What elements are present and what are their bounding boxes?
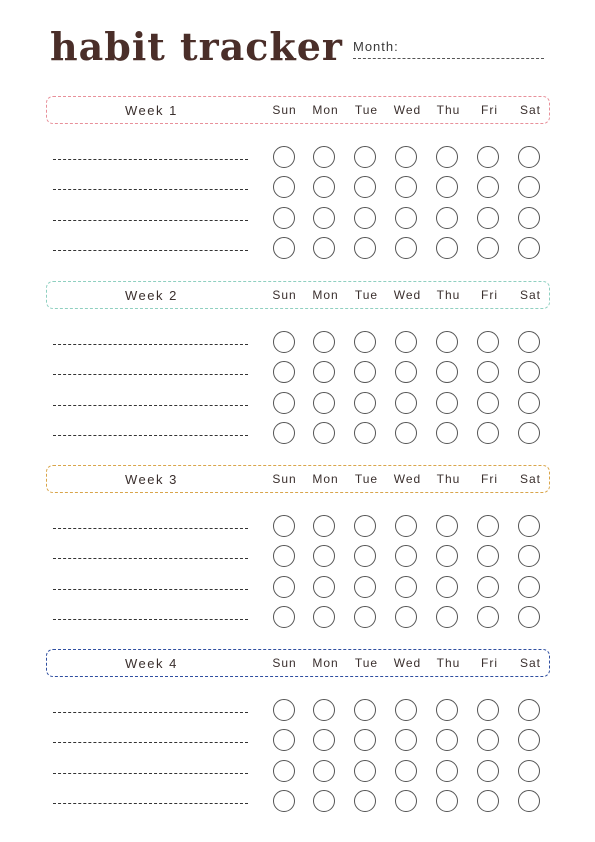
- habit-checkbox[interactable]: [518, 545, 540, 567]
- habit-checkbox[interactable]: [436, 545, 458, 567]
- habit-checkbox[interactable]: [313, 606, 335, 628]
- day-header: Tue: [354, 656, 379, 670]
- habit-checkbox[interactable]: [477, 207, 499, 229]
- habit-name-field[interactable]: [53, 344, 248, 345]
- habit-checkbox[interactable]: [395, 331, 417, 353]
- habit-checkbox[interactable]: [518, 606, 540, 628]
- habit-checkbox[interactable]: [354, 146, 376, 168]
- habit-name-field[interactable]: [53, 803, 248, 804]
- habit-checkbox[interactable]: [395, 699, 417, 721]
- habit-checkbox[interactable]: [436, 146, 458, 168]
- habit-checkbox[interactable]: [354, 207, 376, 229]
- habit-checkbox[interactable]: [354, 790, 376, 812]
- habit-row: [46, 760, 550, 786]
- habit-checkbox[interactable]: [395, 422, 417, 444]
- habit-checkbox[interactable]: [313, 760, 335, 782]
- day-header: Wed: [393, 288, 422, 302]
- habit-checkbox[interactable]: [273, 606, 295, 628]
- habit-checkbox[interactable]: [313, 237, 335, 259]
- habit-checkbox[interactable]: [354, 237, 376, 259]
- habit-row: [46, 576, 550, 602]
- day-header: Sun: [272, 472, 297, 486]
- day-header: Sat: [519, 472, 541, 486]
- habit-checkbox[interactable]: [273, 361, 295, 383]
- habit-checkbox[interactable]: [395, 576, 417, 598]
- habit-checkbox[interactable]: [354, 392, 376, 414]
- habit-checkbox[interactable]: [395, 790, 417, 812]
- habit-checkbox[interactable]: [354, 606, 376, 628]
- habit-checkbox[interactable]: [273, 790, 295, 812]
- day-header: Thu: [436, 656, 461, 670]
- day-header: Wed: [393, 472, 422, 486]
- habit-checkbox[interactable]: [273, 729, 295, 751]
- month-field[interactable]: [353, 39, 544, 59]
- habit-row: [46, 790, 550, 816]
- habit-checkbox[interactable]: [273, 331, 295, 353]
- habit-checkbox[interactable]: [436, 790, 458, 812]
- habit-checkbox[interactable]: [313, 361, 335, 383]
- habit-row: [46, 515, 550, 541]
- day-header: Wed: [393, 103, 422, 117]
- day-header: Sun: [272, 288, 297, 302]
- habit-row: [46, 606, 550, 632]
- habit-checkbox[interactable]: [313, 392, 335, 414]
- day-header: Fri: [481, 288, 498, 302]
- habit-name-field[interactable]: [53, 220, 248, 221]
- month-label: Month:: [353, 39, 399, 54]
- habit-checkbox[interactable]: [436, 237, 458, 259]
- habit-row: [46, 392, 550, 418]
- day-headers: [264, 288, 551, 302]
- day-header: Mon: [312, 103, 339, 117]
- habit-name-field[interactable]: [53, 589, 248, 590]
- day-header: Tue: [354, 103, 379, 117]
- habit-checkbox[interactable]: [436, 422, 458, 444]
- habit-checkbox[interactable]: [436, 606, 458, 628]
- habit-checkbox[interactable]: [436, 361, 458, 383]
- week-label: Week 2: [125, 288, 178, 303]
- habit-row: [46, 146, 550, 172]
- habit-checkbox[interactable]: [518, 729, 540, 751]
- habit-checkbox[interactable]: [354, 760, 376, 782]
- habit-checkbox[interactable]: [436, 392, 458, 414]
- habit-checkbox[interactable]: [354, 422, 376, 444]
- habit-checkbox[interactable]: [518, 361, 540, 383]
- habit-checkbox[interactable]: [477, 237, 499, 259]
- habit-checkbox[interactable]: [354, 331, 376, 353]
- day-header: Sat: [519, 103, 541, 117]
- day-header: Thu: [436, 288, 461, 302]
- day-header: Tue: [354, 472, 379, 486]
- day-header: Mon: [312, 288, 339, 302]
- habit-checkbox[interactable]: [477, 606, 499, 628]
- habit-checkbox[interactable]: [477, 699, 499, 721]
- habit-row: [46, 207, 550, 233]
- day-header: Sat: [519, 288, 541, 302]
- week-label: Week 1: [125, 103, 178, 118]
- habit-checkbox[interactable]: [518, 515, 540, 537]
- habit-name-field[interactable]: [53, 619, 248, 620]
- habit-checkbox[interactable]: [395, 760, 417, 782]
- habit-checkbox[interactable]: [395, 146, 417, 168]
- habit-checkbox[interactable]: [273, 515, 295, 537]
- habit-checkbox[interactable]: [313, 331, 335, 353]
- day-header: Sun: [272, 103, 297, 117]
- habit-checkbox[interactable]: [436, 207, 458, 229]
- habit-checkbox[interactable]: [273, 146, 295, 168]
- habit-checkbox[interactable]: [313, 576, 335, 598]
- habit-row: [46, 237, 550, 263]
- habit-checkbox[interactable]: [273, 176, 295, 198]
- habit-checkbox[interactable]: [477, 760, 499, 782]
- habit-checkbox[interactable]: [273, 576, 295, 598]
- day-header: Sun: [272, 656, 297, 670]
- day-header: Thu: [436, 472, 461, 486]
- habit-checkbox[interactable]: [273, 237, 295, 259]
- habit-checkbox[interactable]: [436, 515, 458, 537]
- habit-row: [46, 699, 550, 725]
- habit-checkbox[interactable]: [395, 545, 417, 567]
- habit-checkbox[interactable]: [273, 760, 295, 782]
- habit-checkbox[interactable]: [313, 146, 335, 168]
- habit-name-field[interactable]: [53, 558, 248, 559]
- habit-checkbox[interactable]: [518, 207, 540, 229]
- day-header: Tue: [354, 288, 379, 302]
- habit-row: [46, 361, 550, 387]
- day-header: Fri: [481, 656, 498, 670]
- habit-checkbox[interactable]: [354, 729, 376, 751]
- habit-name-field[interactable]: [53, 374, 248, 375]
- habit-row: [46, 176, 550, 202]
- habit-name-field[interactable]: [53, 742, 248, 743]
- habit-checkbox[interactable]: [518, 760, 540, 782]
- habit-checkbox[interactable]: [518, 146, 540, 168]
- habit-name-field[interactable]: [53, 712, 248, 713]
- habit-name-field[interactable]: [53, 773, 248, 774]
- habit-checkbox[interactable]: [436, 760, 458, 782]
- day-headers: [264, 656, 551, 670]
- habit-checkbox[interactable]: [518, 331, 540, 353]
- habit-checkbox[interactable]: [518, 422, 540, 444]
- habit-checkbox[interactable]: [395, 392, 417, 414]
- habit-row: [46, 422, 550, 448]
- habit-name-field[interactable]: [53, 435, 248, 436]
- day-header: Sat: [519, 656, 541, 670]
- habit-checkbox[interactable]: [477, 392, 499, 414]
- habit-checkbox[interactable]: [273, 545, 295, 567]
- habit-checkbox[interactable]: [313, 422, 335, 444]
- habit-checkbox[interactable]: [313, 515, 335, 537]
- habit-name-field[interactable]: [53, 528, 248, 529]
- week-section: [46, 96, 550, 124]
- habit-checkbox[interactable]: [313, 790, 335, 812]
- day-header: Mon: [312, 656, 339, 670]
- week-label: Week 3: [125, 472, 178, 487]
- habit-checkbox[interactable]: [436, 729, 458, 751]
- week-section: [46, 281, 550, 309]
- page-title: habit tracker: [50, 24, 343, 69]
- habit-checkbox[interactable]: [477, 331, 499, 353]
- habit-checkbox[interactable]: [313, 699, 335, 721]
- habit-checkbox[interactable]: [518, 790, 540, 812]
- day-header: Thu: [436, 103, 461, 117]
- habit-checkbox[interactable]: [354, 699, 376, 721]
- week-section: [46, 649, 550, 677]
- habit-checkbox[interactable]: [313, 207, 335, 229]
- habit-checkbox[interactable]: [518, 237, 540, 259]
- habit-checkbox[interactable]: [273, 422, 295, 444]
- day-headers: [264, 472, 551, 486]
- habit-checkbox[interactable]: [313, 729, 335, 751]
- habit-checkbox[interactable]: [395, 176, 417, 198]
- habit-checkbox[interactable]: [395, 361, 417, 383]
- habit-checkbox[interactable]: [518, 176, 540, 198]
- habit-checkbox[interactable]: [518, 699, 540, 721]
- habit-checkbox[interactable]: [395, 515, 417, 537]
- habit-checkbox[interactable]: [477, 176, 499, 198]
- habit-checkbox[interactable]: [395, 606, 417, 628]
- habit-name-field[interactable]: [53, 159, 248, 160]
- habit-checkbox[interactable]: [436, 699, 458, 721]
- habit-row: [46, 545, 550, 571]
- habit-checkbox[interactable]: [477, 146, 499, 168]
- habit-name-field[interactable]: [53, 189, 248, 190]
- habit-checkbox[interactable]: [477, 515, 499, 537]
- habit-row: [46, 331, 550, 357]
- day-header: Fri: [481, 472, 498, 486]
- habit-checkbox[interactable]: [354, 515, 376, 537]
- habit-checkbox[interactable]: [477, 361, 499, 383]
- habit-checkbox[interactable]: [313, 176, 335, 198]
- habit-checkbox[interactable]: [518, 392, 540, 414]
- habit-checkbox[interactable]: [477, 790, 499, 812]
- habit-name-field[interactable]: [53, 405, 248, 406]
- habit-checkbox[interactable]: [477, 422, 499, 444]
- habit-checkbox[interactable]: [354, 545, 376, 567]
- habit-checkbox[interactable]: [436, 331, 458, 353]
- habit-checkbox[interactable]: [354, 361, 376, 383]
- day-headers: [264, 103, 551, 117]
- week-label: Week 4: [125, 656, 178, 671]
- habit-checkbox[interactable]: [477, 545, 499, 567]
- day-header: Wed: [393, 656, 422, 670]
- week-section: [46, 465, 550, 493]
- week-header: [46, 649, 550, 677]
- week-header: [46, 96, 550, 124]
- day-header: Fri: [481, 103, 498, 117]
- habit-checkbox[interactable]: [273, 392, 295, 414]
- week-header: [46, 465, 550, 493]
- habit-checkbox[interactable]: [395, 729, 417, 751]
- habit-checkbox[interactable]: [395, 207, 417, 229]
- habit-checkbox[interactable]: [273, 207, 295, 229]
- habit-row: [46, 729, 550, 755]
- habit-checkbox[interactable]: [518, 576, 540, 598]
- habit-checkbox[interactable]: [436, 176, 458, 198]
- habit-checkbox[interactable]: [273, 699, 295, 721]
- habit-checkbox[interactable]: [477, 729, 499, 751]
- habit-checkbox[interactable]: [477, 576, 499, 598]
- habit-name-field[interactable]: [53, 250, 248, 251]
- habit-checkbox[interactable]: [354, 576, 376, 598]
- habit-checkbox[interactable]: [354, 176, 376, 198]
- habit-checkbox[interactable]: [313, 545, 335, 567]
- habit-checkbox[interactable]: [436, 576, 458, 598]
- week-header: [46, 281, 550, 309]
- day-header: Mon: [312, 472, 339, 486]
- habit-checkbox[interactable]: [395, 237, 417, 259]
